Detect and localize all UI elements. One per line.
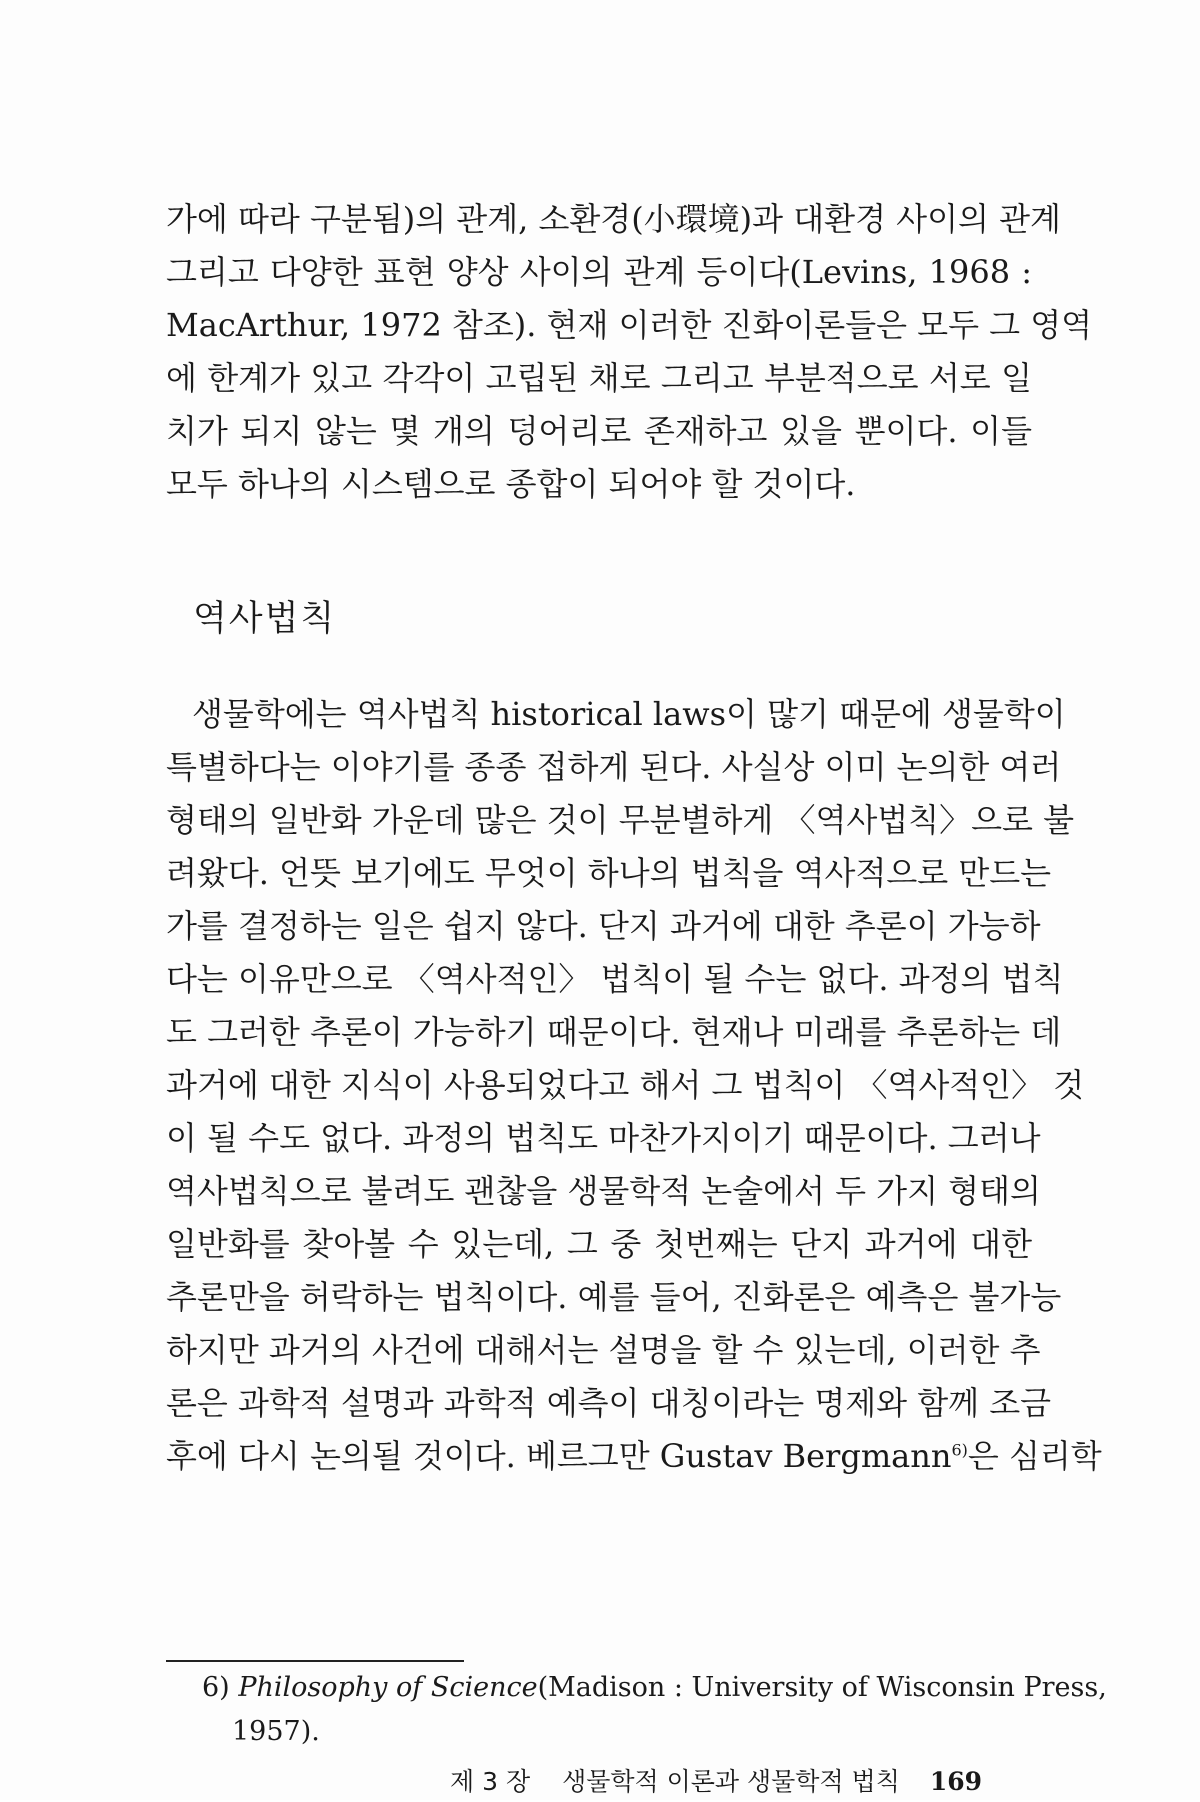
footnote-publisher: (Madison : University of Wisconsin Press,: [537, 1672, 1107, 1703]
text-line: 가를 결정하는 일은 쉽지 않다. 단지 과거에 대한 추론이 가능하: [166, 907, 1041, 945]
text-line: 하지만 과거의 사건에 대해서는 설명을 할 수 있는데, 이러한 추: [166, 1331, 1041, 1369]
footnote-divider: [166, 1660, 464, 1662]
text-run: 은 심리학: [967, 1437, 1102, 1475]
text-run: 후에 다시 논의될 것이다. 베르그만 Gustav Bergmann: [166, 1437, 952, 1475]
text-line: [166, 1434, 1102, 1478]
text-line: 일반화를 찾아볼 수 있는데, 그 중 첫번째는 단지 과거에 대한: [166, 1225, 1032, 1263]
text-line: 특별하다는 이야기를 종종 접하게 된다. 사실상 이미 논의한 여러: [166, 748, 1062, 786]
text-line: 론은 과학적 설명과 과학적 예측이 대칭이라는 명제와 함께 조금: [166, 1384, 1052, 1422]
text-line: 려왔다. 언뜻 보기에도 무엇이 하나의 법칙을 역사적으로 만드는: [166, 854, 1052, 892]
text-line: 에 한계가 있고 각각이 고립된 채로 그리고 부분적으로 서로 일: [166, 359, 1032, 397]
text-line: 이 될 수도 없다. 과정의 법칙도 마찬가지이기 때문이다. 그러나: [166, 1119, 1041, 1157]
text-line: 형태의 일반화 가운데 많은 것이 무분별하게 〈역사법칙〉으로 불: [166, 801, 1075, 839]
page-number: 169: [929, 1767, 982, 1796]
text-line: 치가 되지 않는 몇 개의 덩어리로 존재하고 있을 뿐이다. 이들: [166, 412, 1032, 450]
text-line: 과거에 대한 지식이 사용되었다고 해서 그 법칙이 〈역사적인〉 것: [166, 1066, 1085, 1104]
chapter-label: 제 3 장: [450, 1767, 531, 1796]
text-line: 도 그러한 추론이 가능하기 때문이다. 현재나 미래를 추론하는 데: [166, 1013, 1062, 1051]
running-footer: [450, 1762, 1032, 1802]
footnote-line: 1957).: [232, 1716, 320, 1747]
text-line: 가에 따라 구분됨)의 관계, 소환경(小環境)과 대환경 사이의 관계: [166, 200, 1061, 238]
footnote-reference: 6): [951, 1440, 968, 1460]
text-line: 역사법칙으로 불려도 괜찮을 생물학적 논술에서 두 가지 형태의: [166, 1172, 1041, 1210]
text-line: 그리고 다양한 표현 양상 사이의 관계 등이다(Levins, 1968 :: [166, 253, 1032, 291]
text-line: 다는 이유만으로 〈역사적인〉 법칙이 될 수는 없다. 과정의 법칙: [166, 960, 1064, 998]
chapter-title: 생물학적 이론과 생물학적 법칙: [562, 1767, 900, 1796]
text-line: 생물학에는 역사법칙 historical laws이 많기 때문에 생물학이: [192, 695, 1066, 733]
footnote-line: [202, 1668, 1107, 1708]
footnote-number: 6): [202, 1672, 230, 1703]
section-heading: 역사법칙: [193, 599, 337, 639]
text-line: 추론만을 허락하는 법칙이다. 예를 들어, 진화론은 예측은 불가능: [166, 1278, 1062, 1316]
text-line: MacArthur, 1972 참조). 현재 이러한 진화이론들은 모두 그 영역: [166, 306, 1093, 344]
text-line: 모두 하나의 시스템으로 종합이 되어야 할 것이다.: [166, 465, 856, 503]
footnote-book-title: Philosophy of Science: [238, 1672, 538, 1703]
